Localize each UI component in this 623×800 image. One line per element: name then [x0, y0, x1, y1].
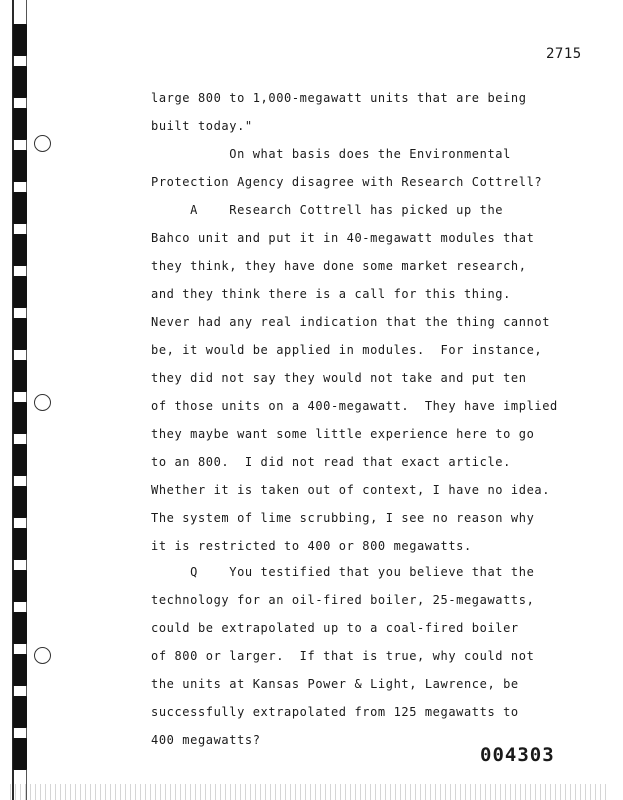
- text-line: A Research Cottrell has picked up the: [151, 203, 504, 217]
- text-line: Bahco unit and put it in 40-megawatt modules that: [151, 231, 535, 245]
- margin-block: [13, 528, 27, 560]
- margin-block: [13, 654, 27, 686]
- punched-margin: [0, 0, 60, 800]
- text-line: the units at Kansas Power & Light, Lawrence, be: [151, 677, 519, 691]
- page-number: 2715: [546, 46, 582, 62]
- margin-block: [13, 150, 27, 182]
- text-line: built today.": [151, 119, 253, 133]
- scan-noise: [10, 784, 610, 800]
- margin-block: [13, 444, 27, 476]
- margin-block: [13, 738, 27, 770]
- text-line: 400 megawatts?: [151, 733, 261, 747]
- text-line: it is restricted to 400 or 800 megawatts.: [151, 539, 472, 553]
- text-line: could be extrapolated up to a coal-fired boiler: [151, 621, 519, 635]
- margin-block: [13, 66, 27, 98]
- text-line: The system of lime scrubbing, I see no reason why: [151, 511, 535, 525]
- text-line: On what basis does the Environmental: [151, 147, 511, 161]
- text-line: of 800 or larger. If that is true, why could not: [151, 649, 535, 663]
- margin-block: [13, 612, 27, 644]
- text-line: be, it would be applied in modules. For instance,: [151, 343, 543, 357]
- margin-block: [13, 24, 27, 56]
- punch-hole-icon: [34, 647, 51, 664]
- text-line: large 800 to 1,000-megawatt units that are being: [151, 91, 527, 105]
- text-line: Whether it is taken out of context, I have no idea.: [151, 483, 551, 497]
- text-line: Protection Agency disagree with Research Cottrell?: [151, 175, 543, 189]
- margin-block: [13, 318, 27, 350]
- text-line: of those units on a 400-megawatt. They have implied: [151, 399, 558, 413]
- margin-block: [13, 360, 27, 392]
- text-line: and they think there is a call for this thing.: [151, 287, 511, 301]
- punch-hole-icon: [34, 135, 51, 152]
- margin-block: [13, 234, 27, 266]
- text-line: to an 800. I did not read that exact article.: [151, 455, 511, 469]
- margin-block: [13, 570, 27, 602]
- text-line: technology for an oil-fired boiler, 25-megawatts,: [151, 593, 535, 607]
- text-line: Never had any real indication that the thing cannot: [151, 315, 551, 329]
- bates-number: 004303: [480, 744, 555, 766]
- punch-hole-icon: [34, 394, 51, 411]
- margin-block: [13, 486, 27, 518]
- text-line: Q You testified that you believe that the: [151, 565, 535, 579]
- margin-block: [13, 696, 27, 728]
- text-line: they maybe want some little experience here to go: [151, 427, 535, 441]
- margin-block: [13, 276, 27, 308]
- margin-block: [13, 108, 27, 140]
- margin-block: [13, 402, 27, 434]
- text-line: they think, they have done some market research,: [151, 259, 527, 273]
- text-line: successfully extrapolated from 125 megawatts to: [151, 705, 519, 719]
- text-line: they did not say they would not take and put ten: [151, 371, 527, 385]
- margin-block: [13, 192, 27, 224]
